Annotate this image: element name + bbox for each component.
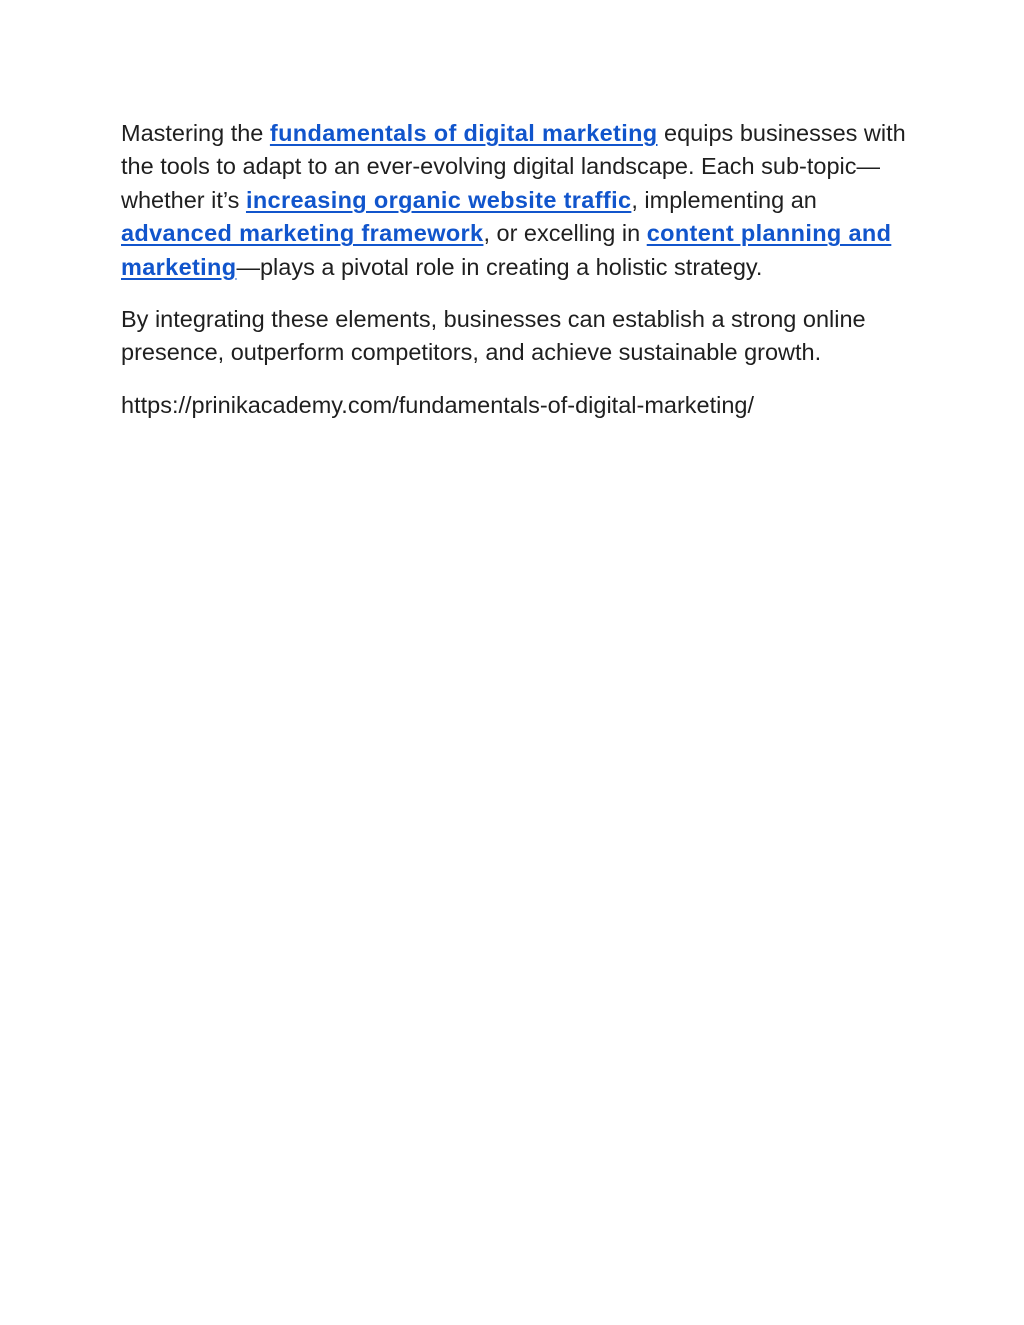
document-body xyxy=(121,117,911,441)
advanced-marketing-framework-link[interactable]: advanced marketing framework xyxy=(121,220,484,247)
source-url-text: https://prinikacademy.com/fundamentals-of-digital-marketing/ xyxy=(121,391,755,418)
paragraph-text: equips businesses with the tools to adapt to an ever-evolving digital landscape. Each sub-topic—whether it’s xyxy=(121,120,906,213)
paragraph-text: Mastering the xyxy=(121,120,270,146)
fundamentals-of-digital-marketing-link[interactable]: fundamentals of digital marketing xyxy=(269,120,658,146)
paragraph-text: —plays a pivotal role in creating a holistic strategy. xyxy=(236,253,763,280)
paragraph-text: , implementing an xyxy=(631,186,817,213)
increasing-organic-website-traffic-link[interactable]: increasing organic website traffic xyxy=(245,186,632,213)
intro-paragraph xyxy=(121,117,911,284)
content-planning-and-marketing-link[interactable]: content planning and marketing xyxy=(121,220,892,280)
conclusion-paragraph: By integrating these elements, businesses can establish a strong online presence, outperform competitors, and achieve sustainable growth. xyxy=(121,306,866,366)
paragraph-text: , or excelling in xyxy=(483,220,647,247)
